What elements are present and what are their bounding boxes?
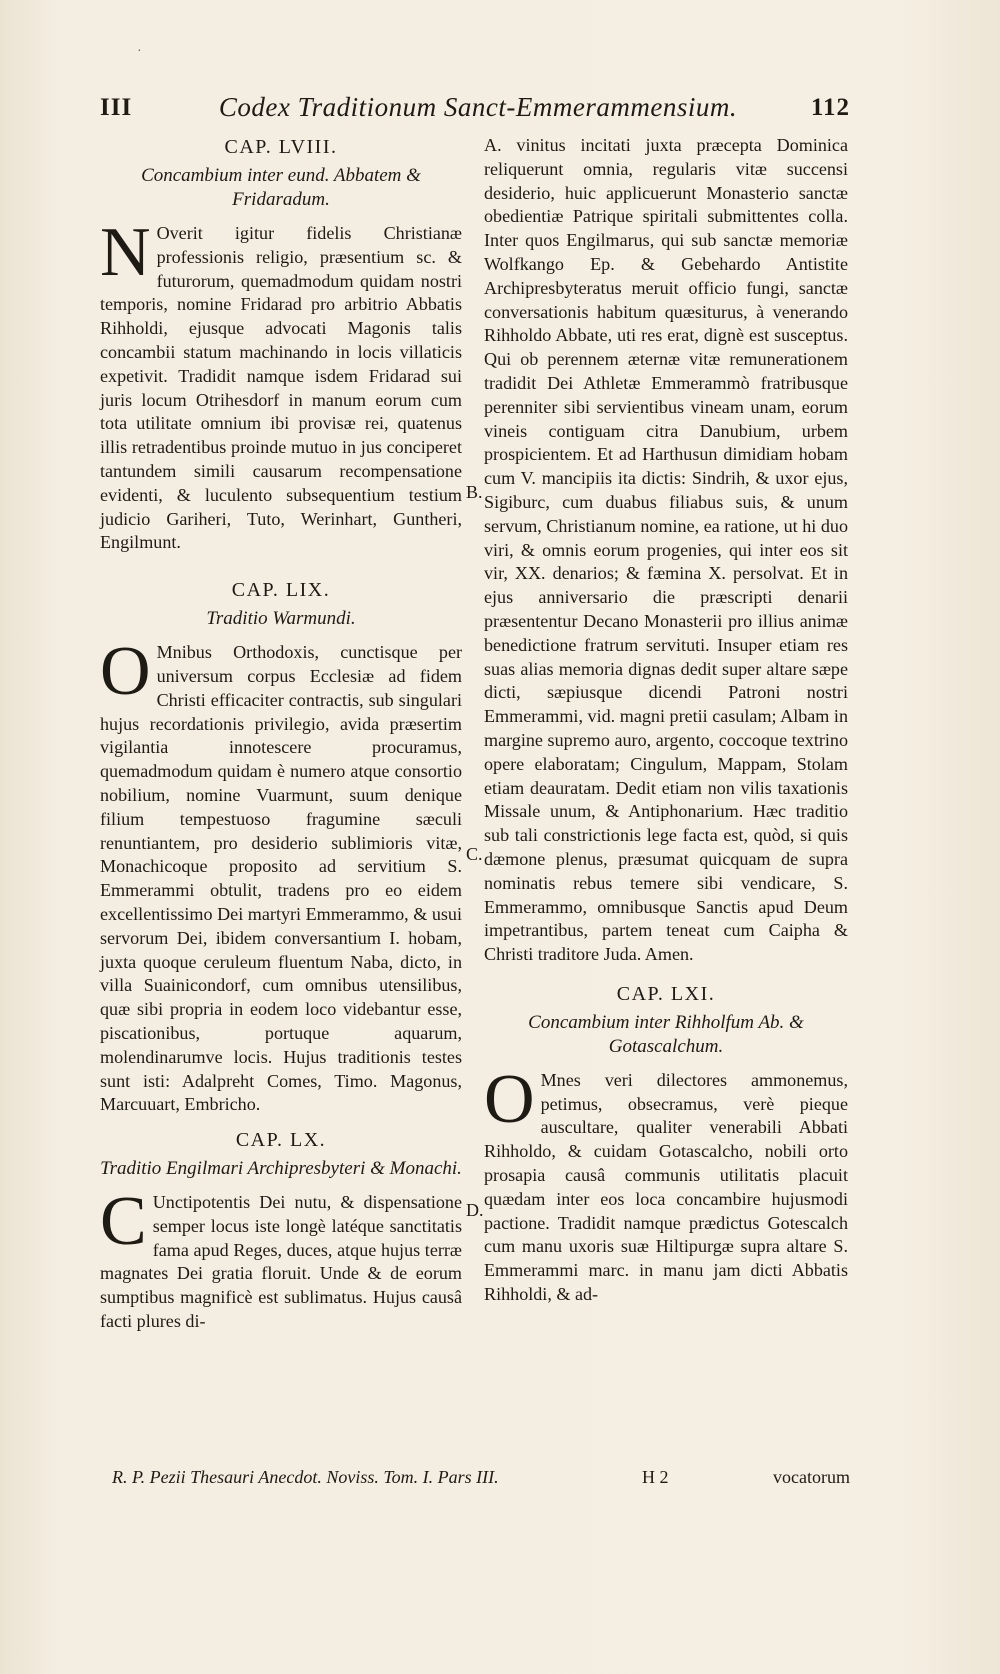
print-speck: · [137,44,142,59]
dropcap-n: N [100,214,151,291]
chapter-body-61: Mnes veri dilectores ammonemus, petimus, obsecramus, verè pieque auscultare, qualiter venerabili Abbati Rihholdo, & cuidam Gotascalcho, nobili orto prosapia causâ communis utilitatis placuit quædam inter eos loca concambire hujusmodi pactione. Tradidit namque prædictus Gotescalch cum manu uxoris suæ Hiltipurgæ supra altare S. Emmerammi marc. in manu jam dicti Abbatis Rihholdi, & ad- [484,1069,848,1305]
page-footer [100,1467,850,1497]
chapter-subtitle-60: Traditio Engilmari Archipresbyteri & Monachi. [100,1158,462,1180]
chapter-body-60: Unctipotentis Dei nutu, & dispensatione semper locus iste longè latéque sanctitatis fama apud Reges, duces, atque hujus terræ magnates Dei gratia floruit. Unde & de eorum sumptibus magnificè est sublimatus. Hujus causâ facti plures di- [100,1192,462,1332]
running-header [100,94,850,134]
margin-letter-c: C. [466,844,483,864]
chapter-heading-61: CAP. LXI. [616,982,716,1005]
spacer [100,1117,462,1127]
dropcap-c: C [100,1183,147,1261]
margin-letter-b: B. [466,482,483,502]
catchword: vocatorum [773,1467,850,1487]
footer-signature: R. P. Pezii Thesauri Anecdot. Noviss. Tom. I. Pars III. [112,1467,499,1487]
right-column [484,134,848,1307]
spacer [100,555,462,577]
dropcap-o: O [484,1060,535,1138]
chapter-text-58 [100,214,462,555]
chapter-text-60 [100,1183,462,1334]
chapter-text-59 [100,633,462,1117]
spacer [484,967,848,981]
chapter-heading-58: CAP. LVIII. [224,136,338,158]
page-number-left: III [100,94,133,121]
chapter-text-60-continued: A. vinitus incitati juxta præcepta Dominica reliquerunt omnia, regularis vitæ succensi desiderio, huic applicuerunt Monasterio sanctæ obedientiæ Patrique spiritali submittentes colla. Inter quos Engilmarus, qui sub sanctæ memoriæ Wolfkango Ep. & Gebehardo Antistite Archipresbyteratus meruit officio fungi, sanctæ conversationis habitum quæsiturus, à venerando Rihholdo Abbate, uti res erat, dignè est susceptus. Qui ob perennem æternæ vitæ remunerationem tradidit Dei Athletæ Emmerammò fratribusque perenniter sibi servientibus vineam unam, eorum vineis contiguam citra Danubium, urbem prospicientem. Et ad Harthusun dimidiam hobam cum V. mancipiis ita dictis: Sindrih, & uxor ejus, Sigiburc, cum duabus filiabus suis, & unum servum, Christianum nomine, ea ratione, ut hi duo viri, & omnis eorum progenies, qui inter eos sit vir, XX. denarios; & fæmina X. persolvat. Et in ejus anniversario die præscripti denarii præsententur Decano Monasterii pro illius animæ benedictione fratrum servituti. Insuper etiam res suas alias memoria dignas dedit super altare sæpe dicti, sæpiusque dicendi Patroni nostri Emmerammi, vid. magni pretii casulam; Albam in margine supremo auro, argento, coccoque textrino opere elaboratam; Cingulum, Mappam, Stolam etiam deauratam. Dedit etiam non vilis taxationis Missale unum, & Antiphonarium. Hæc traditio sub tali constrictionis lege facta est, quòd, si quis dæmone plenus, præsumat quicquam de supra nominatis rebus temere sibi vendicare, S. Emmerammo, omnibusque Sanctis apud Deum impetrantibus, partem teneat cum Caipha & Christi traditore Juda. Amen. [484,135,848,965]
page-number-right: 112 [810,94,850,121]
sheet-signature: H 2 [642,1467,669,1487]
chapter-subtitle-61: Concambium inter Rihholfum Ab. & Gotascalchum. [528,1011,804,1057]
chapter-heading-59: CAP. LIX. [231,579,331,602]
chapter-body-59: Mnibus Orthodoxis, cunctisque per universum corpus Ecclesiæ ad fidem Christi efficaciter contractis, sub singulari hujus recordationis privilegio, avida præsertim vigilantia innotescere procuramus, quemadmodum quidam è numero atque consortio nobilium, nomine Vuarmunt, suum denique filium tempestuoso fragumine sæculi renuntiantem, pro desiderio sublimioris vitæ, Monachicoque proposito ad servitium S. Emmerammi obtulit, tradens pro eo eidem excellentissimo Dei martyri Emmerammo, & usui servorum Dei, ibidem conversantium I. hobam, juxta quoque ceruleum fluentum Naba, dicto, in villa Suainicondorf, cum omnibus utensilibus, quæ sibi propria in eodem loco videbantur esse, piscationibus, portuque aquarum, molendinarumve locis. Hujus traditionis testes sunt isti: Adalpreht Comes, Timo. Magonus, Marcuuart, Embricho. [100,642,462,1115]
chapter-text-61 [484,1060,848,1307]
chapter-subtitle-59: Traditio Warmundi. [206,608,356,630]
left-column [100,134,462,1334]
chapter-heading-60: CAP. LX. [235,1129,327,1152]
running-title: Codex Traditionum Sanct-Emmerammensium. [218,92,738,122]
margin-letter-d: D. [466,1200,484,1220]
chapter-body-58: Overit igitur fidelis Christianæ professionis religio, præsentium sc. & futurorum, quemadmodum quidam nostri temporis, nomine Fridarad pro arbitrio Abbatis Rihholdi, ejusque advocati Magonis talis concambii statum machinando in locis villaticis expetivit. Tradidit namque isdem Fridarad sui juris locum Otrihesdorf in manum eorum cum tota utilitate omnium ibi provisæ rei, quatenus illis retradentibus proinde mutuo in jus conciperet tantundem simili causarum recompensatione evidenti, & luculento subsequentium testium judicio Gariheri, Tuto, Werinhart, Guntheri, Engilmunt. [100,223,462,553]
dropcap-o: O [100,633,151,711]
chapter-subtitle-58: Concambium inter eund. Abbatem & Fridaradum. [141,165,421,210]
